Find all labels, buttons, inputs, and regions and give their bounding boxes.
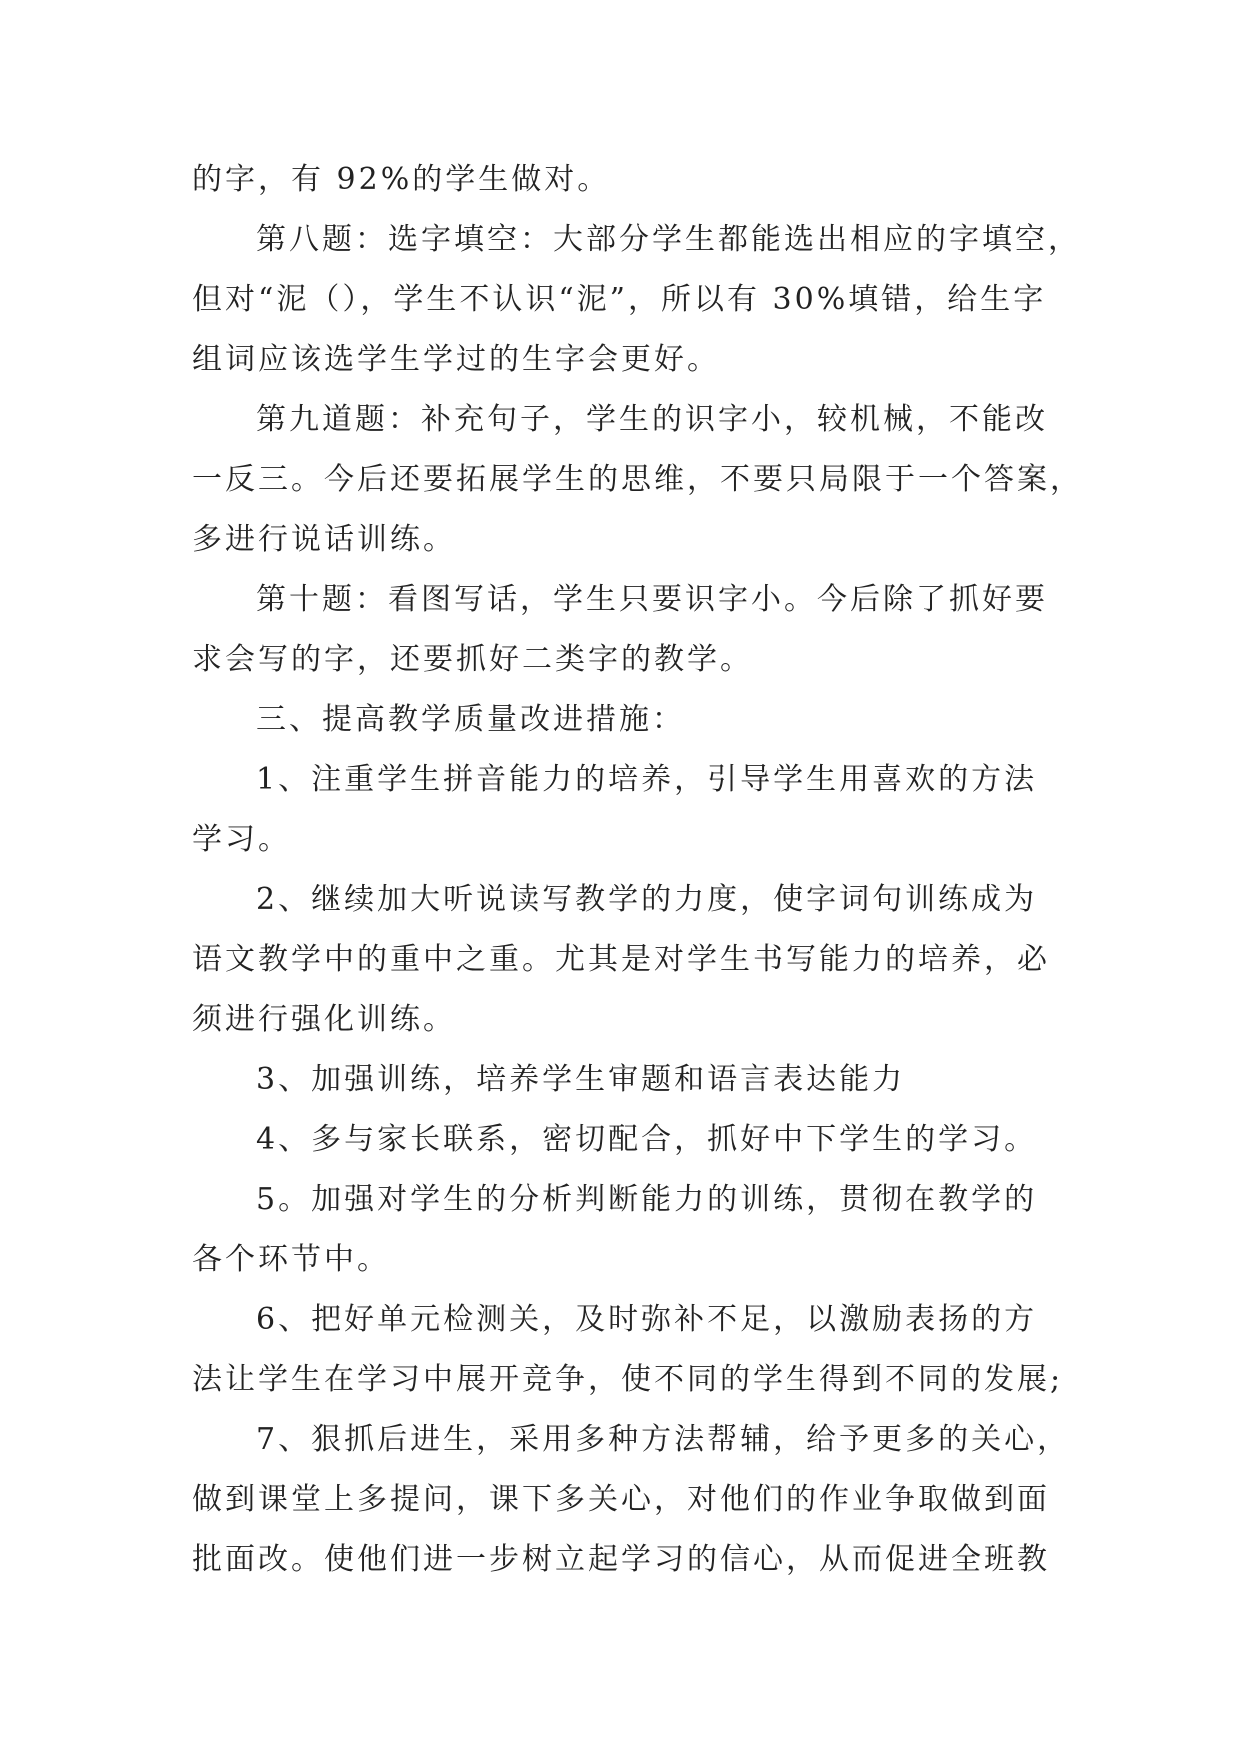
text-line: 组词应该选学生学过的生字会更好。 <box>192 342 720 377</box>
document-body <box>192 150 1083 1590</box>
text-line: 语文教学中的重中之重。尤其是对学生书写能力的培养，必 <box>192 942 1050 977</box>
measure-item-3: 3、加强训练，培养学生审题和语言表达能力 <box>256 1062 906 1097</box>
measure-item-4: 4、多与家长联系，密切配合，抓好中下学生的学习。 <box>256 1122 1038 1157</box>
section-heading: 三、提高教学质量改进措施： <box>256 702 685 737</box>
text-line: 须进行强化训练。 <box>192 1002 456 1037</box>
paragraph-question-10: 第十题：看图写话，学生只要识字小。今后除了抓好要 <box>256 582 1048 617</box>
text-line: 但对“泥（），学生不认识“泥”，所以有 30%填错，给生字 <box>192 282 1047 317</box>
paragraph-question-9: 第九道题：补充句子，学生的识字小，较机械，不能改 <box>256 402 1048 437</box>
paragraph-question-8: 第八题：选字填空：大部分学生都能选出相应的字填空， <box>256 222 1081 257</box>
text-line: 一反三。今后还要拓展学生的思维，不要只局限于一个答案， <box>192 462 1083 497</box>
text-line: 批面改。使他们进一步树立起学习的信心，从而促进全班教 <box>192 1542 1050 1577</box>
text-line: 的字，有 92%的学生做对。 <box>192 162 611 197</box>
text-line: 多进行说话训练。 <box>192 522 456 557</box>
text-line: 法让学生在学习中展开竞争，使不同的学生得到不同的发展; <box>192 1362 1064 1397</box>
measure-item-5: 5。加强对学生的分析判断能力的训练，贯彻在教学的 <box>256 1182 1038 1217</box>
text-line: 学习。 <box>192 822 291 857</box>
text-line: 求会写的字，还要抓好二类字的教学。 <box>192 642 753 677</box>
measure-item-6: 6、把好单元检测关，及时弥补不足，以激励表扬的方 <box>256 1302 1038 1337</box>
text-line: 各个环节中。 <box>192 1242 390 1277</box>
measure-item-1: 1、注重学生拼音能力的培养，引导学生用喜欢的方法 <box>256 762 1038 797</box>
measure-item-2: 2、继续加大听说读写教学的力度，使字词句训练成为 <box>256 882 1038 917</box>
measure-item-7: 7、狠抓后进生，采用多种方法帮辅，给予更多的关心， <box>256 1422 1071 1457</box>
text-line: 做到课堂上多提问，课下多关心，对他们的作业争取做到面 <box>192 1482 1050 1517</box>
